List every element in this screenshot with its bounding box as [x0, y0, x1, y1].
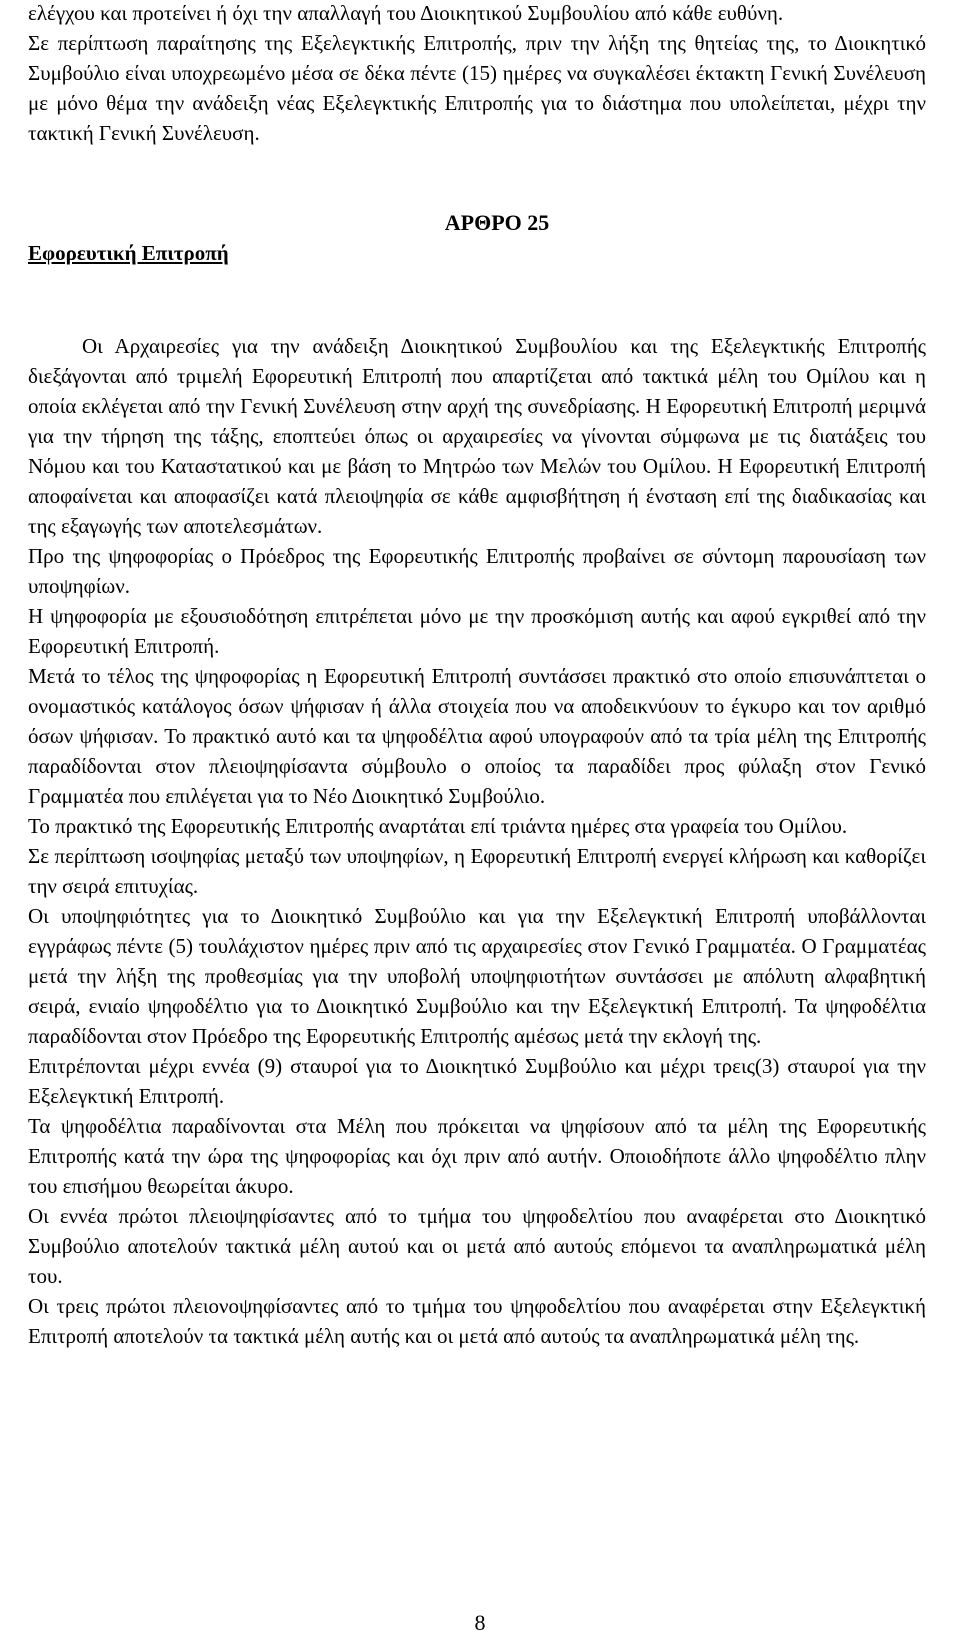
article-title: Εφορευτική Επιτροπή [28, 241, 229, 265]
paragraph: Οι Αρχαιρεσίες για την ανάδειξη Διοικητικού Συμβουλίου και της Εξελεγκτικής Επιτροπής διεξάγονται από τριμελή Εφορευτική Επιτροπή που απαρτίζεται από τακτικά μέλη του Ομίλου και η οποία εκλέγεται από την Γενική Συνέλευση στην αρχή της συνεδρίασης. Η Εφορευτική Επιτροπή μεριμνά για την τήρηση της τάξης, εποπτεύει όπως οι αρχαιρεσίες να γίνονται σύμφωνα με τις διατάξεις του Νόμου και του Καταστατικού και με βάση το Μητρώο των Μελών του Ομίλου. Η Εφορευτική Επιτροπή αποφαίνεται και αποφασίζει κατά πλειοψηφία σε κάθε αμφισβήτηση ή ένσταση επί της διαδικασίας και της εξαγωγής των αποτελεσμάτων. [28, 334, 926, 538]
paragraph: Το πρακτικό της Εφορευτικής Επιτροπής αναρτάται επί τριάντα ημέρες στα γραφεία του Ομίλου. [28, 814, 848, 838]
paragraph: ελέγχου και προτείνει ή όχι την απαλλαγή του Διοικητικού Συμβουλίου από κάθε ευθύνη. [28, 1, 784, 25]
paragraph: Οι υποψηφιότητες για το Διοικητικό Συμβούλιο και για την Εξελεγκτική Επιτροπή υποβάλλονται εγγράφως πέντε (5) τουλάχιστον ημέρες πριν από τις αρχαιρεσίες στον Γενικό Γραμματέα. Ο Γραμματέας μετά την λήξη της προθεσμίας για την υποβολή υποψηφιοτήτων συντάσσει με απόλυτη αλφαβητική σειρά, ενιαίο ψηφοδέλτιο για το Διοικητικό Συμβούλιο και την Εξελεγκτική Επιτροπή. Τα ψηφοδέλτια παραδίδονται στον Πρόεδρο της Εφορευτικής Επιτροπής αμέσως μετά την εκλογή της. [28, 904, 926, 1048]
page-number: 8 [474, 1610, 486, 1635]
intro-section [28, 0, 926, 148]
paragraph: Προ της ψηφοφορίας ο Πρόεδρος της Εφορευτικής Επιτροπής προβαίνει σε σύντομη παρουσίαση των υποψηφίων. [28, 544, 926, 598]
paragraph: Σε περίπτωση ισοψηφίας μεταξύ των υποψηφίων, η Εφορευτική Επιτροπή ενεργεί κλήρωση και καθορίζει την σειρά επιτυχίας. [28, 844, 926, 898]
paragraph: Τα ψηφοδέλτια παραδίνονται στα Μέλη που πρόκειται να ψηφίσουν από τα μέλη της Εφορευτικής Επιτροπής κατά την ώρα της ψηφοφορίας και όχι πριν από αυτήν. Οποιοδήποτε άλλο ψηφοδέλτιο πλην του επισήμου θεωρείται άκυρο. [28, 1114, 926, 1198]
article-header [28, 208, 926, 308]
paragraph: Σε περίπτωση παραίτησης της Εξελεγκτικής Επιτροπής, πριν την λήξη της θητείας της, το Διοικητικό Συμβούλιο είναι υποχρεωμένο μέσα σε δέκα πέντε (15) ημέρες να συγκαλέσει έκτακτη Γενική Συνέλευση με μόνο θέμα την ανάδειξη νέας Εξελεγκτικής Επιτροπής για το διάστημα που υπολείπεται, μέχρι την τακτική Γενική Συνέλευση. [28, 31, 926, 145]
article-number: ΑΡΘΡΟ 25 [444, 210, 550, 235]
paragraph: Οι τρεις πρώτοι πλειονοψηφίσαντες από το τμήμα του ψηφοδελτίου που αναφέρεται στην Εξελεγκτική Επιτροπή αποτελούν τα τακτικά μέλη αυτής και οι μετά από αυτούς τα αναπληρωματικά μέλη της. [28, 1294, 926, 1348]
paragraph: Οι εννέα πρώτοι πλειοψηφίσαντες από το τμήμα του ψηφοδελτίου που αναφέρεται στο Διοικητικό Συμβούλιο αποτελούν τακτικά μέλη αυτού και οι μετά από αυτούς επόμενοι τα αναπληρωματικά μέλη του. [28, 1204, 926, 1288]
paragraph: Μετά το τέλος της ψηφοφορίας η Εφορευτική Επιτροπή συντάσσει πρακτικό στο οποίο επισυνάπτεται ο ονομαστικός κατάλογος όσων ψήφισαν ή άλλα στοιχεία που να αποδεικνύουν το έγκυρο και τον αριθμό όσων ψήφισαν. Το πρακτικό αυτό και τα ψηφοδέλτια αφού υπογραφούν από τα τρία μέλη της Επιτροπής παραδίδονται στον πλειοψηφίσαντα σύμβουλο ο οποίος τα παραδίδει προς φύλαξη στον Γενικό Γραμματέα που επιλέγεται για το Νέο Διοικητικό Συμβούλιο. [28, 664, 926, 808]
article-body [28, 331, 926, 1351]
paragraph: Η ψηφοφορία με εξουσιοδότηση επιτρέπεται μόνο με την προσκόμιση αυτής και αφού εγκριθεί από την Εφορευτική Επιτροπή. [28, 604, 926, 658]
paragraph: Επιτρέπονται μέχρι εννέα (9) σταυροί για το Διοικητικό Συμβούλιο και μέχρι τρεις(3) σταυροί για την Εξελεγκτική Επιτροπή. [28, 1054, 926, 1108]
